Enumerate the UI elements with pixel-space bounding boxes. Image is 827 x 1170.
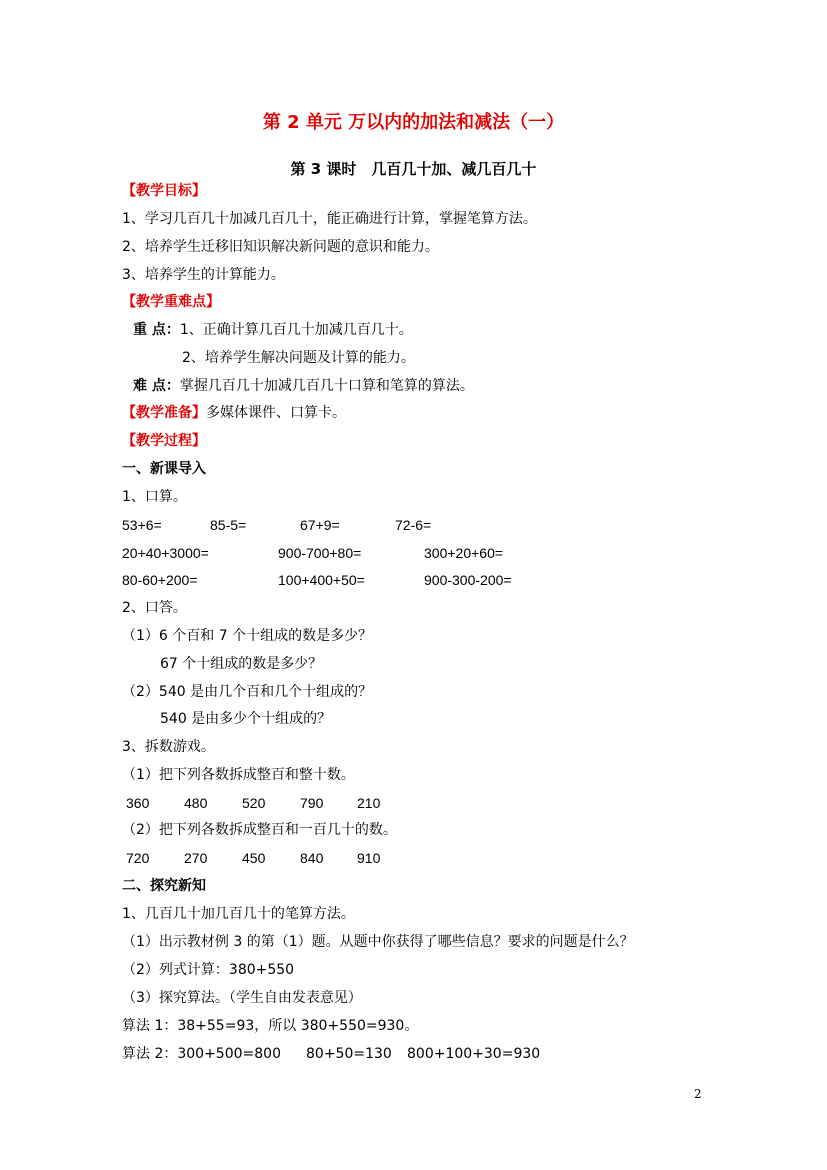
oral-expr: 900-700+80=	[278, 545, 362, 561]
method-item: 算法 1：38+55=93，所以 380+550=930。	[122, 1018, 419, 1034]
method-item: 80+50=130	[306, 1046, 392, 1062]
key-difficulty-heading: 【教学重难点】	[122, 294, 220, 310]
question-item: 67 个十组成的数是多少？	[160, 656, 323, 672]
split-number: 210	[357, 795, 381, 811]
split-task: （1）把下列各数拆成整百和整十数。	[122, 767, 355, 783]
part2-heading: 二、探究新知	[122, 878, 206, 894]
oral-expr: 53+6=	[122, 517, 162, 533]
split-number: 520	[242, 795, 266, 811]
explore-step: （3）探究算法。（学生自由发表意见）	[122, 990, 362, 1006]
process-heading: 【教学过程】	[122, 433, 206, 449]
split-number: 790	[300, 795, 324, 811]
question-item: 540 是由多少个十组成的？	[160, 711, 332, 727]
key-point: 1、正确计算几百几十加减几百几十。	[179, 322, 413, 338]
oral-expr: 72-6=	[395, 517, 432, 533]
oral-expr: 67+9=	[300, 517, 340, 533]
oral-expr: 20+40+3000=	[122, 545, 209, 561]
explore-step: （2）列式计算：380+550	[122, 962, 295, 978]
key-label: 重 点：	[133, 322, 180, 338]
key-point: 2、培养学生解决问题及计算的能力。	[182, 350, 415, 366]
key-points-row	[133, 321, 413, 339]
part1-heading: 一、新课导入	[122, 461, 206, 477]
difficulty-label: 难 点：	[133, 378, 180, 394]
split-number: 450	[242, 850, 266, 866]
split-number: 720	[126, 850, 150, 866]
split-task: （2）把下列各数拆成整百和一百几十的数。	[122, 822, 397, 838]
split-game-heading: 3、拆数游戏。	[122, 739, 215, 755]
question-item: （2）540 是由几个百和几个十组成的？	[122, 684, 373, 700]
goal-item: 1、学习几百几十加减几百几十，能正确进行计算，掌握笔算方法。	[122, 211, 537, 227]
prep-row	[122, 404, 346, 422]
oral-expr: 80-60+200=	[122, 572, 198, 588]
oral-expr: 300+20+60=	[424, 545, 504, 561]
split-number: 360	[126, 795, 150, 811]
oral-expr: 900-300-200=	[424, 572, 512, 588]
split-number: 840	[300, 850, 324, 866]
split-number: 910	[357, 850, 381, 866]
split-number: 270	[184, 850, 208, 866]
question-item: （1）6 个百和 7 个十组成的数是多少？	[122, 628, 373, 644]
method-item: 800+100+30=930	[407, 1046, 541, 1062]
oral-answer-heading: 2、口答。	[122, 600, 187, 616]
difficulty-text: 掌握几百几十加减几百几十口算和笔算的算法。	[179, 378, 474, 394]
split-number: 480	[184, 795, 208, 811]
oral-calc-heading: 1、口算。	[122, 489, 187, 505]
page-number: 2	[694, 1087, 702, 1101]
prep-text: 多媒体课件、口算卡。	[206, 405, 346, 421]
lesson-subtitle: 第 3 课时 几百几十加、减几百几十	[290, 160, 537, 178]
goals-heading: 【教学目标】	[122, 183, 206, 199]
prep-heading: 【教学准备】	[122, 405, 206, 421]
goal-item: 2、培养学生迁移旧知识解决新问题的意识和能力。	[122, 239, 439, 255]
explore-step: （1）出示教材例 3 的第（1）题。从题中你获得了哪些信息？要求的问题是什么？	[122, 934, 634, 950]
oral-expr: 85-5=	[210, 517, 247, 533]
page-title: 第 2 单元 万以内的加法和减法（一）	[262, 112, 565, 133]
explore-item: 1、几百几十加几百几十的笔算方法。	[122, 906, 355, 922]
difficulty-row	[133, 377, 474, 395]
goal-item: 3、培养学生的计算能力。	[122, 267, 285, 283]
oral-expr: 100+400+50=	[278, 572, 365, 588]
method-item: 算法 2：300+500=800	[122, 1046, 281, 1062]
